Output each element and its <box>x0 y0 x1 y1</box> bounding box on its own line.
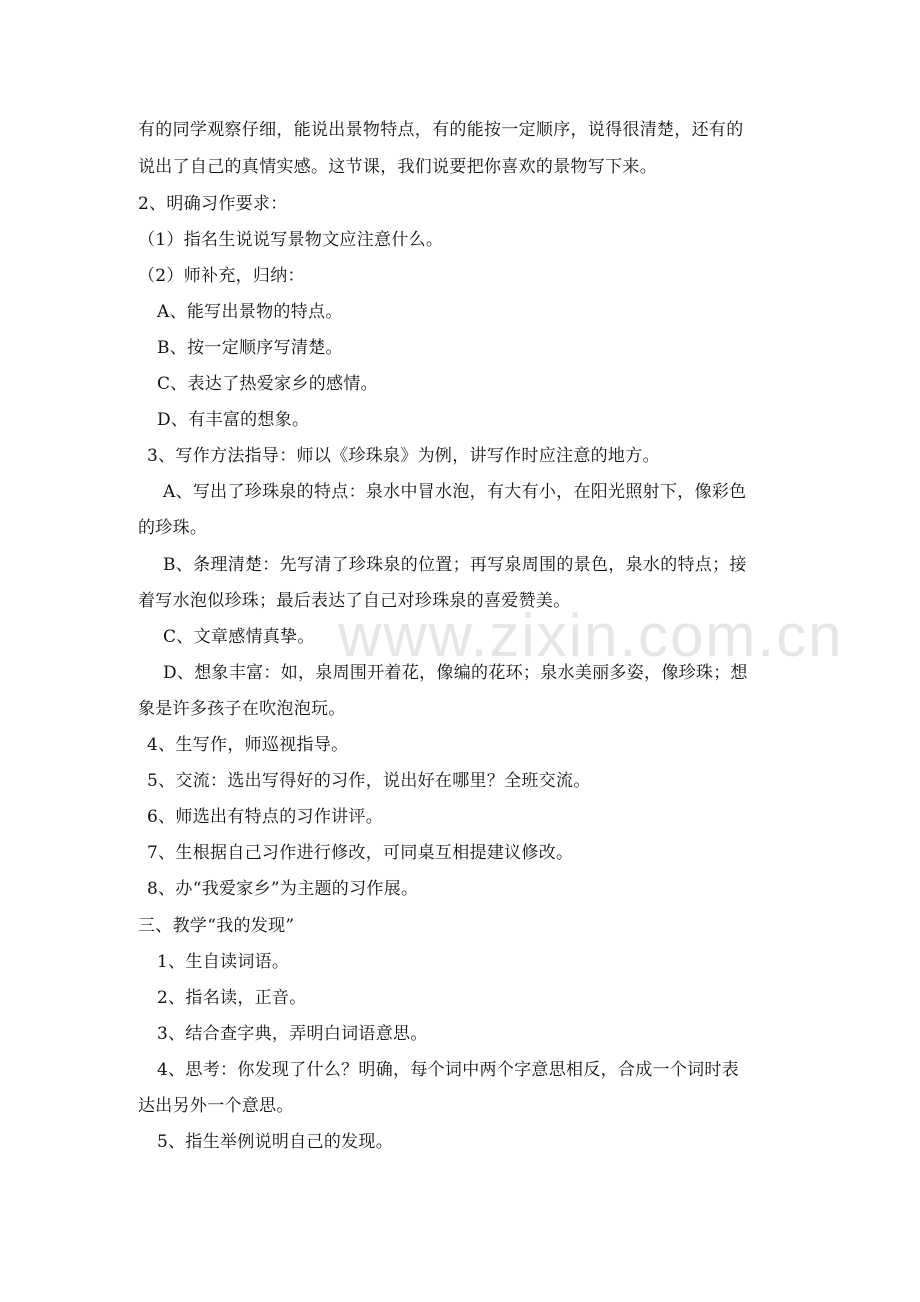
text-line: 7、生根据自己习作进行修改，可同桌互相提建议修改。 <box>147 843 574 863</box>
text-line: 4、思考：你发现了什么？明确，每个词中两个字意思相反，合成一个词时表 <box>157 1060 740 1080</box>
text-line: 6、师选出有特点的习作讲评。 <box>147 807 384 827</box>
text-line: B、条理清楚：先写清了珍珠泉的位置；再写泉周围的景色，泉水的特点；接 <box>163 555 747 575</box>
text-line: （1）指名生说说写景物文应注意什么。 <box>138 230 444 250</box>
text-line: D、有丰富的想象。 <box>157 410 310 430</box>
text-line: 2、明确习作要求： <box>138 194 288 214</box>
text-line: 1、生自读词语。 <box>157 952 290 972</box>
text-line: （2）师补充，归纳： <box>138 266 305 286</box>
text-line: 2、指名读，正音。 <box>157 988 307 1008</box>
text-line: 三、教学“我的发现” <box>138 916 295 936</box>
text-line: 象是许多孩子在吹泡泡玩。 <box>138 699 346 719</box>
text-line: 的珍珠。 <box>138 518 208 538</box>
text-line: D、想象丰富：如，泉周围开着花，像编的花环；泉水美丽多姿，像珍珠；想 <box>163 663 748 683</box>
text-line: 有的同学观察仔细，能说出景物特点，有的能按一定顺序，说得很清楚，还有的 <box>138 120 744 140</box>
text-line: C、文章感情真挚。 <box>163 627 315 647</box>
text-line: 8、办“我爱家乡”为主题的习作展。 <box>147 879 419 899</box>
text-line: B、按一定顺序写清楚。 <box>157 338 343 358</box>
text-line: 4、生写作，师巡视指导。 <box>147 735 349 755</box>
text-line: A、写出了珍珠泉的特点：泉水中冒水泡，有大有小，在阳光照射下，像彩色 <box>163 482 747 502</box>
text-line: A、能写出景物的特点。 <box>157 302 343 322</box>
text-line: 着写水泡似珍珠；最后表达了自己对珍珠泉的喜爱赞美。 <box>138 591 571 611</box>
text-line: 5、指生举例说明自己的发现。 <box>157 1132 394 1152</box>
watermark: www.zixin.com.cn <box>338 602 844 669</box>
text-line: C、表达了热爱家乡的感情。 <box>157 374 378 394</box>
text-line: 达出另外一个意思。 <box>138 1096 294 1116</box>
text-line: 5、交流：选出写得好的习作，说出好在哪里？全班交流。 <box>147 771 591 791</box>
text-line: 3、写作方法指导：师以《珍珠泉》为例，讲写作时应注意的地方。 <box>147 446 660 466</box>
text-line: 说出了自己的真情实感。这节课，我们说要把你喜欢的景物写下来。 <box>138 157 657 177</box>
text-line: 3、结合查字典，弄明白词语意思。 <box>157 1024 428 1044</box>
